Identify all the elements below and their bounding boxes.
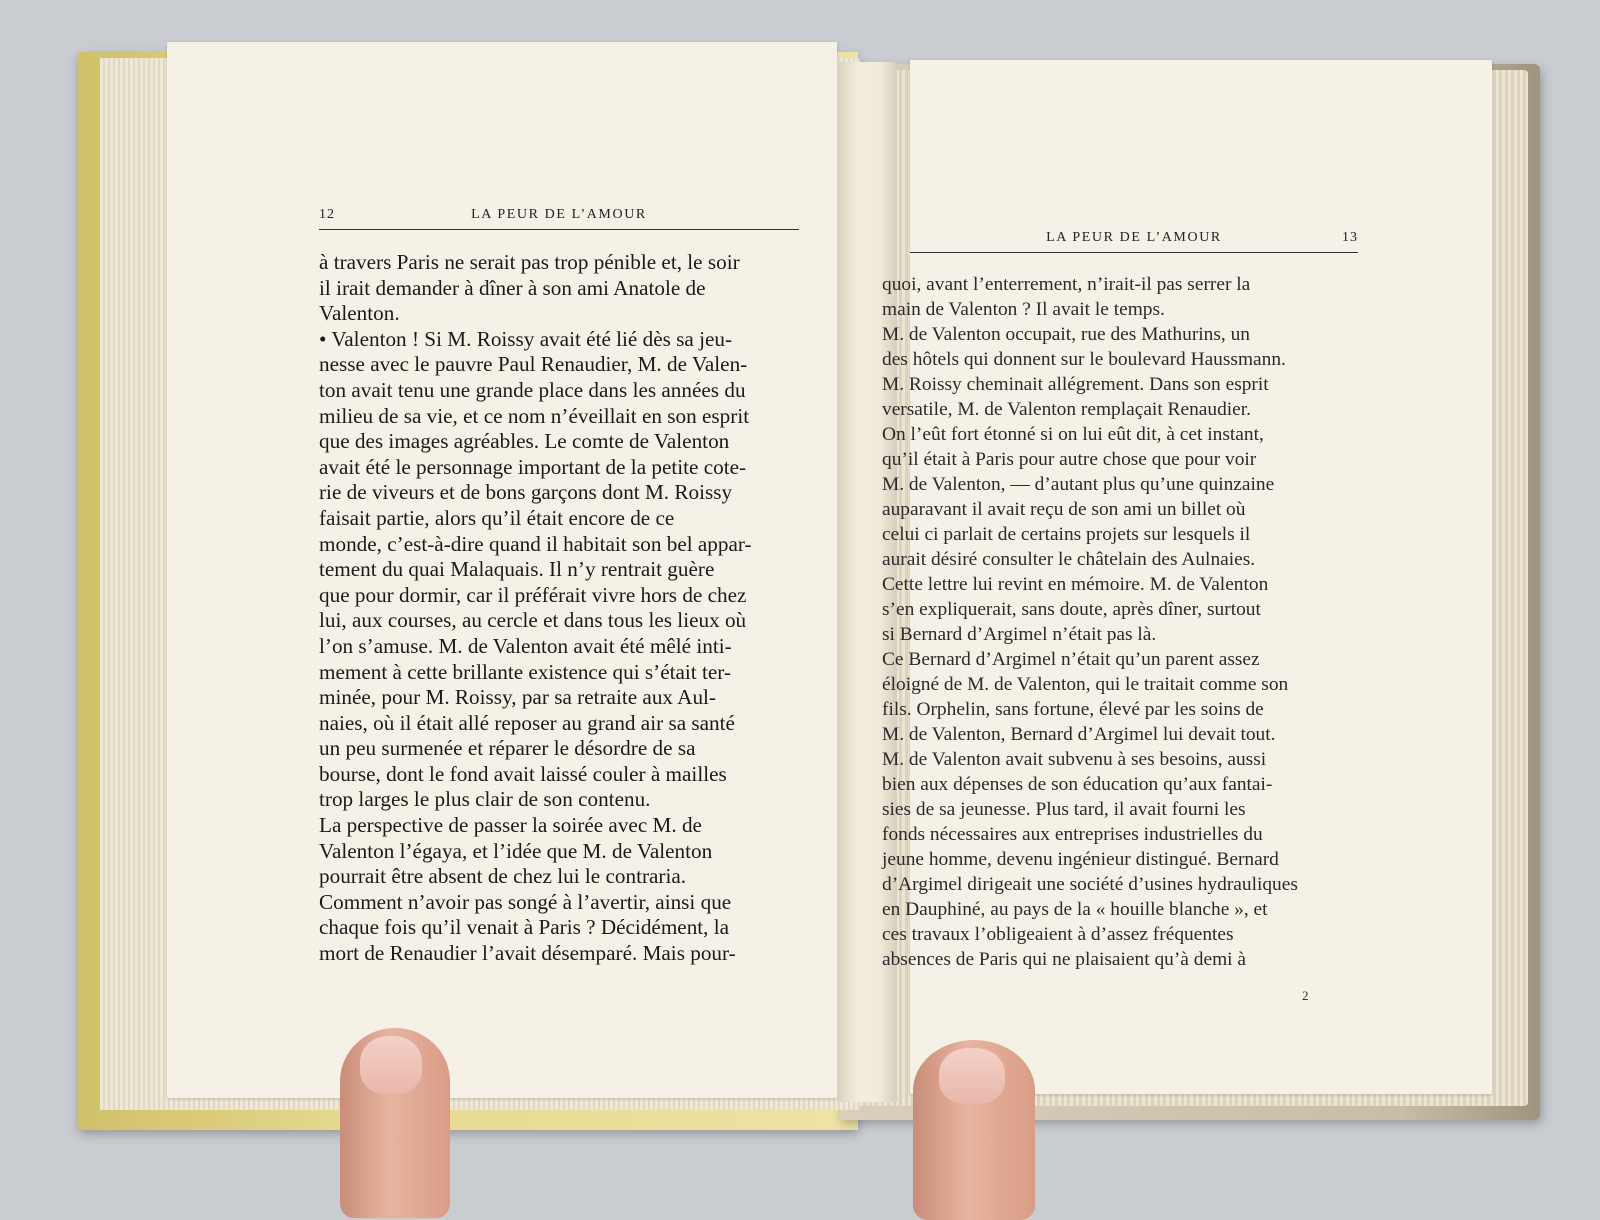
left-page-number: 12 (319, 207, 335, 222)
left-thumb (340, 1028, 450, 1218)
left-page (167, 42, 837, 1098)
right-thumb (913, 1040, 1035, 1220)
left-page-header (319, 207, 799, 230)
right-running-head: LA PEUR DE L’AMOUR (1046, 230, 1222, 245)
right-thumbnail (939, 1048, 1005, 1104)
signature-mark: 2 (1302, 988, 1309, 1003)
right-page-number: 13 (1342, 230, 1358, 245)
left-page-text: à travers Paris ne serait pas trop pénible et, le soir il irait demander à dîner à son ami Anatole de Valenton. • Valenton ! Si M. Roissy avait été lié dès sa jeu- nesse avec le pauvre Paul Renaudier, M. de Valen- ton avait tenu une grande place dans les années du milieu de sa vie, et ce nom n’éveillait en son esprit que des images agréables. Le comte de Valenton avait été le personnage important de la petite cote- rie de viveurs et de bons garçons dont M. Roissy faisait partie, alors qu’il était encore de ce monde, c’est-à-dire quand il habitait son bel appar- tement du quai Malaquais. Il n’y rentrait guère que pour dormir, car il préférait vivre hors de chez lui, aux courses, au cercle et dans tous les lieux où l’on s’amuse. M. de Valenton avait été mêlé inti- mement à cette brillante existence qui s’était ter- minée, pour M. Roissy, par sa retraite aux Aul- naies, où il était allé reposer au grand air sa santé un peu surmenée et réparer le désordre de sa bourse, dont le fond avait laissé couler à mailles trop larges le plus clair de son contenu. La perspective de passer la soirée avec M. de Valenton l’égaya, et l’idée que M. de Valenton pourrait être absent de chez lui le contraria. Comment n’avoir pas songé à l’avertir, ainsi que chaque fois qu’il venait à Paris ? Décidément, la mort de Renaudier l’avait désemparé. Mais pour- (319, 250, 752, 966)
left-running-head: LA PEUR DE L’AMOUR (471, 207, 647, 222)
right-page (882, 60, 1492, 1094)
right-page-header (910, 230, 1358, 253)
left-thumbnail (360, 1036, 422, 1094)
right-page-text: quoi, avant l’enterrement, n’irait-il pas serrer la main de Valenton ? Il avait le temps. M. de Valenton occupait, rue des Mathurins, un des hôtels qui donnent sur le boulevard Haussmann. M. Roissy cheminait allégrement. Dans son esprit versatile, M. de Valenton remplaçait Renaudier. On l’eût fort étonné si on lui eût dit, à cet instant, qu’il était à Paris pour autre chose que pour voir M. de Valenton, — d’autant plus qu’une quinzaine auparavant il avait reçu de son ami un billet où celui ci parlait de certains projets sur lesquels il aurait désiré consulter le châtelain des Aulnaies. Cette lettre lui revint en mémoire. M. de Valenton s’en expliquerait, sans doute, après dîner, surtout si Bernard d’Argimel n’était pas là. Ce Bernard d’Argimel n’était qu’un parent assez éloigné de M. de Valenton, qui le traitait comme son fils. Orphelin, sans fortune, élevé par les soins de M. de Valenton, Bernard d’Argimel lui devait tout. M. de Valenton avait subvenu à ses besoins, aussi bien aux dépenses de son éducation qu’aux fantai- sies de sa jeunesse. Plus tard, il avait fourni les fonds nécessaires aux entreprises industrielles du jeune homme, devenu ingénieur distingué. Bernard d’Argimel dirigeait une société d’usines hydrauliques en Dauphiné, au pays de la « houille blanche », et ces travaux l’obligeaient à d’assez fréquentes absences de Paris qui ne plaisaient qu’à demi à (882, 274, 1298, 970)
